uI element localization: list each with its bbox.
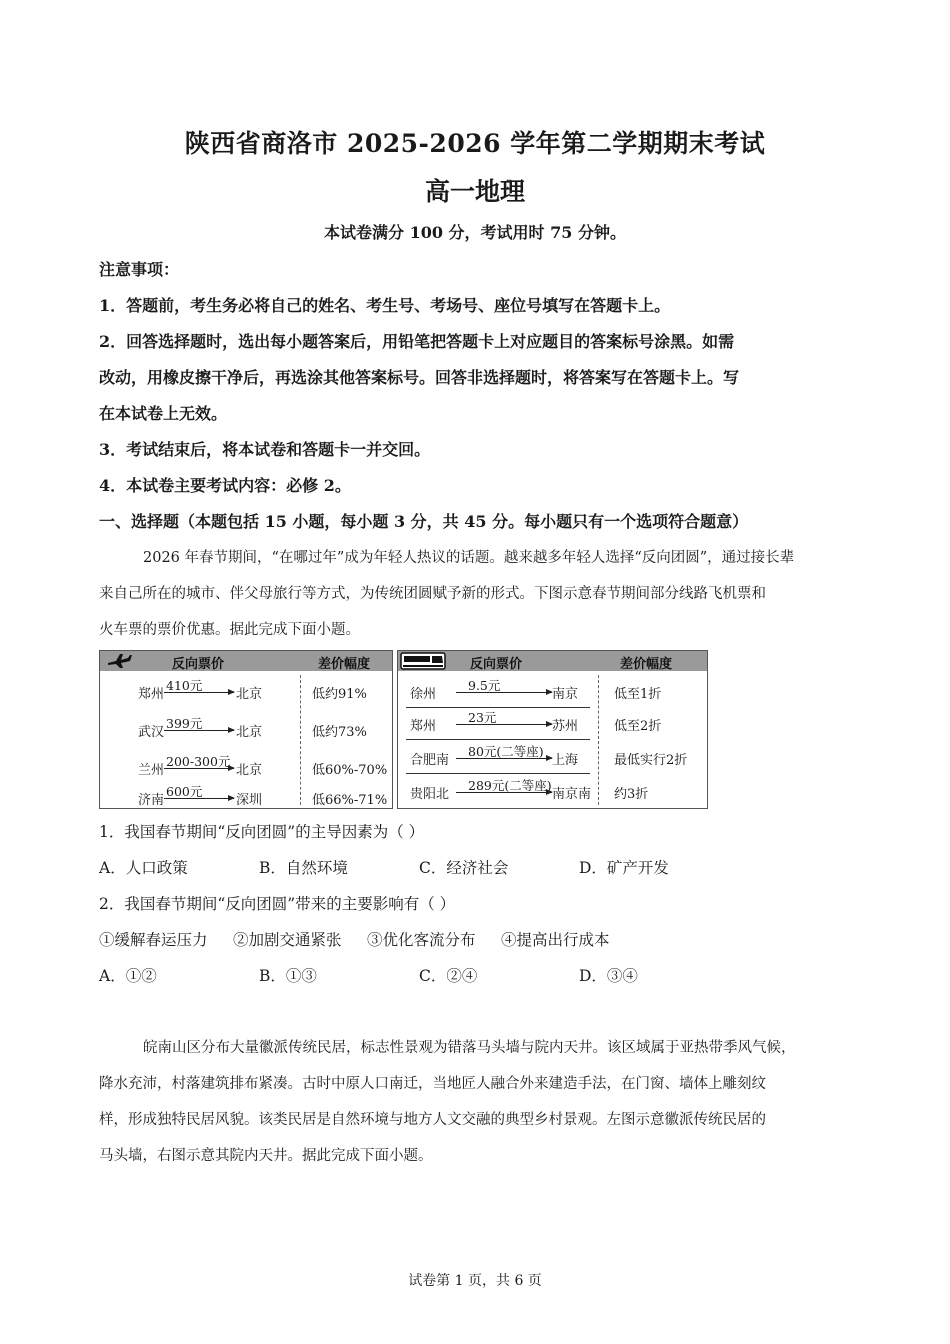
statement-4: ④提高出行成本 xyxy=(501,931,610,949)
divider xyxy=(598,675,599,805)
route-destination: 南京南 xyxy=(552,787,592,802)
option-c[interactable]: C．经济社会 xyxy=(419,859,509,877)
route-destination: 苏州 xyxy=(552,719,579,734)
passage-2-line-4: 马头墙，右图示意其院内天井。据此完成下面小题。 xyxy=(99,1148,433,1164)
passage-1 xyxy=(99,540,851,648)
statement-3: ③优化客流分布 xyxy=(367,931,476,949)
question-1-stem: 1．我国春节期间“反向团圆”的主导因素为（ ） xyxy=(99,823,425,841)
question-2-stem: 2．我国春节期间“反向团圆”带来的主要影响有（ ） xyxy=(99,895,456,913)
route-destination: 北京 xyxy=(236,763,263,778)
note-item-1: 1．答题前，考生务必将自己的姓名、考生号、考场号、座位号填写在答题卡上。 xyxy=(99,296,671,315)
price-discount: 最低实行2折 xyxy=(614,753,688,768)
route-destination: 北京 xyxy=(236,725,263,740)
fare-price: 289元(二等座) xyxy=(468,778,552,793)
passage-2-line-3: 样，形成独特民居风貌。该类民居是自然环境与地方人文交融的典型乡村景观。左图示意徽派传统民居的 xyxy=(99,1112,766,1128)
route-origin: 合肥南 xyxy=(410,753,450,768)
train-route-header: 反向票价 xyxy=(470,657,523,672)
route-destination: 深圳 xyxy=(236,793,263,808)
section-heading: 一、选择题（本题包括 15 小题，每小题 3 分，共 45 分。每小题只有一个选项符合题意） xyxy=(99,512,749,531)
fare-price: 399元 xyxy=(166,716,203,731)
flight-fare-table xyxy=(99,650,393,809)
option-d[interactable]: D．矿产开发 xyxy=(579,859,669,877)
exam-title: 陕西省商洛市 2025-2026 学年第二学期期末考试 xyxy=(184,129,766,158)
option-b[interactable]: B．自然环境 xyxy=(259,859,348,877)
notes-heading: 注意事项： xyxy=(99,260,180,279)
fare-price: 200-300元 xyxy=(166,754,231,769)
route-origin: 郑州 xyxy=(138,687,165,702)
fare-price: 600元 xyxy=(166,784,203,799)
route-arrow xyxy=(164,730,234,731)
statement-1: ①缓解春运压力 xyxy=(99,931,208,949)
route-arrow xyxy=(164,768,234,769)
question-2-options xyxy=(99,958,638,994)
price-discount: 低约91% xyxy=(312,687,367,702)
passage-1-line-2: 来自己所在的城市、伴父母旅行等方式，为传统团圆赋予新的形式。下图示意春节期间部分线路飞机票和 xyxy=(99,586,766,602)
page-footer: 试卷第 1 页，共 6 页 xyxy=(408,1273,542,1289)
question-2-statements xyxy=(99,922,610,958)
passage-1-line-1: 2026 年春节期间，“在哪过年”成为年轻人热议的话题。越来越多年轻人选择“反向团圆”，通过接长辈 xyxy=(143,550,795,566)
route-destination: 北京 xyxy=(236,687,263,702)
route-destination: 南京 xyxy=(552,687,579,702)
row-divider xyxy=(406,707,590,708)
fare-price: 410元 xyxy=(166,678,203,693)
route-arrow xyxy=(164,798,234,799)
route-origin: 郑州 xyxy=(410,719,437,734)
route-arrow xyxy=(164,692,234,693)
route-origin: 武汉 xyxy=(138,725,165,740)
route-origin: 徐州 xyxy=(410,687,437,702)
train-discount-header: 差价幅度 xyxy=(620,657,673,672)
price-discount: 低66%-71% xyxy=(312,793,388,808)
statement-2: ②加剧交通紧张 xyxy=(233,931,342,949)
note-item-3: 3．考试结束后，将本试卷和答题卡一并交回。 xyxy=(99,440,431,459)
airplane-icon xyxy=(106,653,132,669)
route-arrow xyxy=(456,692,552,693)
fare-price: 80元(二等座) xyxy=(468,744,544,759)
route-arrow xyxy=(456,792,552,793)
subject-title: 高一地理 xyxy=(424,177,525,206)
passage-2-line-2: 降水充沛，村落建筑排布紧凑。古时中原人口南迁，当地匠人融合外来建造手法，在门窗、墙体上雕刻纹 xyxy=(99,1076,766,1092)
note-item-2-line-3: 在本试卷上无效。 xyxy=(99,404,228,423)
route-origin: 济南 xyxy=(138,793,165,808)
passage-2-line-1: 皖南山区分布大量徽派传统民居，标志性景观为错落马头墙与院内天井。该区域属于亚热带季风气候， xyxy=(143,1040,796,1056)
price-discount: 低约73% xyxy=(312,725,367,740)
route-destination: 上海 xyxy=(552,753,579,768)
divider xyxy=(300,675,301,805)
price-discount: 低至1折 xyxy=(614,687,662,702)
passage-2 xyxy=(99,1030,851,1174)
row-divider xyxy=(406,739,590,740)
option-c[interactable]: C．②④ xyxy=(419,967,478,985)
option-a[interactable]: A．人口政策 xyxy=(99,859,188,877)
price-discount: 约3折 xyxy=(614,787,649,802)
flight-route-header: 反向票价 xyxy=(172,657,225,672)
flight-table-header xyxy=(100,651,392,671)
route-origin: 贵阳北 xyxy=(410,787,450,802)
row-divider xyxy=(406,773,590,774)
fare-price: 9.5元 xyxy=(468,678,501,693)
train-table-header xyxy=(398,651,707,671)
question-1-options xyxy=(99,850,669,886)
train-fare-table xyxy=(397,650,708,809)
option-a[interactable]: A．①② xyxy=(99,967,157,985)
fare-price: 23元 xyxy=(468,710,497,725)
route-arrow xyxy=(456,724,552,725)
note-item-2-line-2: 改动，用橡皮擦干净后，再选涂其他答案标号。回答非选择题时，将答案写在答题卡上。写 xyxy=(99,368,740,387)
train-icon xyxy=(400,652,446,670)
price-discount: 低60%-70% xyxy=(312,763,388,778)
option-b[interactable]: B．①③ xyxy=(259,967,317,985)
flight-discount-header: 差价幅度 xyxy=(318,657,371,672)
note-item-2-line-1: 2．回答选择题时，选出每小题答案后，用铅笔把答题卡上对应题目的答案标号涂黑。如需 xyxy=(99,332,735,351)
passage-1-line-3: 火车票的票价优惠。据此完成下面小题。 xyxy=(99,622,360,638)
option-d[interactable]: D．③④ xyxy=(579,967,638,985)
route-arrow xyxy=(456,758,552,759)
note-item-4: 4．本试卷主要考试内容：必修 2。 xyxy=(99,476,351,495)
route-origin: 兰州 xyxy=(138,763,165,778)
price-discount: 低至2折 xyxy=(614,719,662,734)
exam-info: 本试卷满分 100 分，考试用时 75 分钟。 xyxy=(324,223,626,242)
